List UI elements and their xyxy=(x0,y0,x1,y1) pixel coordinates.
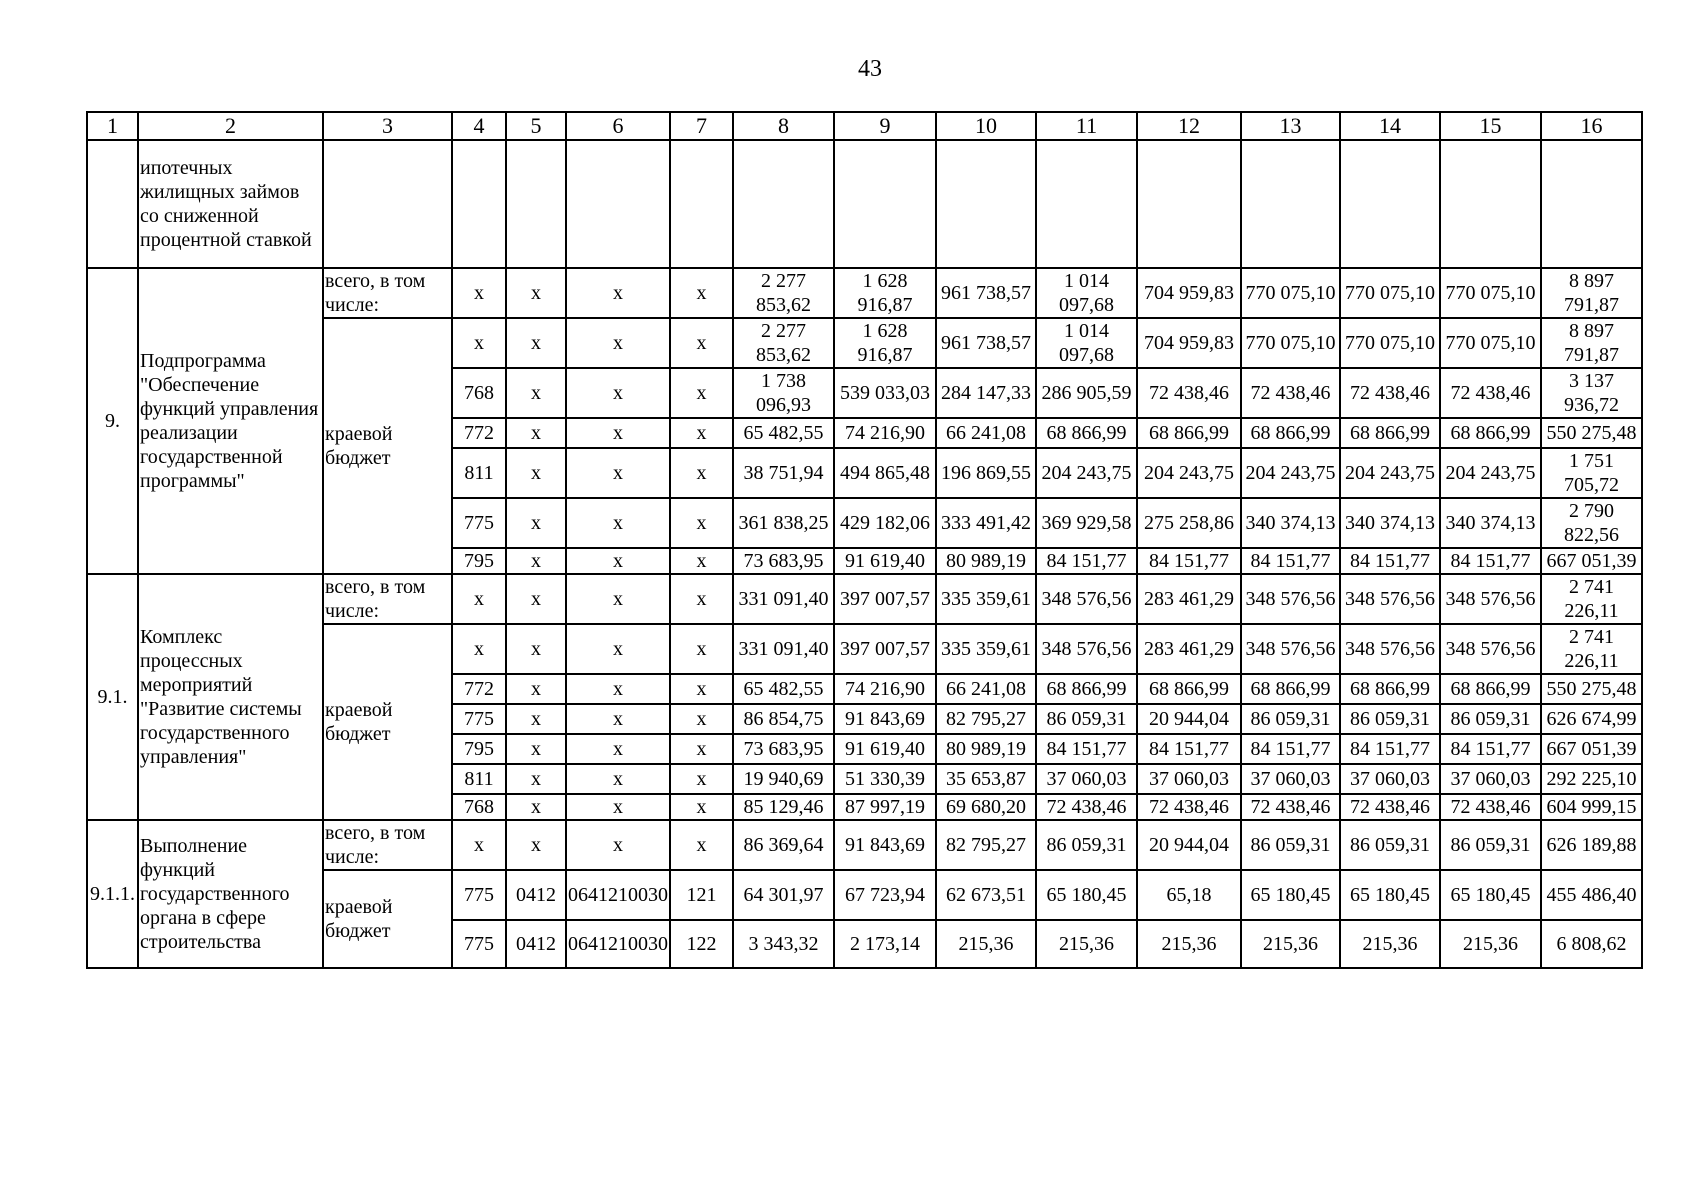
code-cell: 811 xyxy=(452,764,506,794)
amount-cell: 2 277 853,62 xyxy=(733,268,834,318)
code-cell: x xyxy=(670,674,733,704)
code-cell: x xyxy=(566,734,670,764)
amount-cell: 72 438,46 xyxy=(1340,794,1440,820)
amount-cell: 37 060,03 xyxy=(1340,764,1440,794)
amount-cell: 86 059,31 xyxy=(1036,820,1137,870)
code-cell: x xyxy=(566,268,670,318)
amount-cell: 215,36 xyxy=(936,920,1036,968)
amount-cell: 397 007,57 xyxy=(834,574,936,624)
amount-cell: 68 866,99 xyxy=(1241,674,1340,704)
amount-cell: 770 075,10 xyxy=(1241,318,1340,368)
amount-cell: 19 940,69 xyxy=(733,764,834,794)
amount-cell: 73 683,95 xyxy=(733,548,834,574)
amount-cell: 84 151,77 xyxy=(1137,734,1241,764)
amount-cell: 2 790 822,56 xyxy=(1541,498,1642,548)
amount-cell: 340 374,13 xyxy=(1241,498,1340,548)
amount-cell: 37 060,03 xyxy=(1440,764,1541,794)
amount-cell: 80 989,19 xyxy=(936,548,1036,574)
header-cell: 16 xyxy=(1541,112,1642,140)
amount-cell: 72 438,46 xyxy=(1440,794,1541,820)
amount-cell: 74 216,90 xyxy=(834,674,936,704)
amount-cell: 73 683,95 xyxy=(733,734,834,764)
amount-cell: 961 738,57 xyxy=(936,268,1036,318)
table-row xyxy=(87,140,1642,268)
header-cell: 6 xyxy=(566,112,670,140)
code-cell: 0412 xyxy=(506,920,566,968)
amount-cell: 37 060,03 xyxy=(1241,764,1340,794)
amount-cell: 667 051,39 xyxy=(1541,548,1642,574)
empty-cell xyxy=(1440,140,1541,268)
amount-cell: 275 258,86 xyxy=(1137,498,1241,548)
amount-cell: 68 866,99 xyxy=(1137,418,1241,448)
code-cell: x xyxy=(670,548,733,574)
amount-cell: 68 866,99 xyxy=(1440,674,1541,704)
item-name-cell: Подпрограмма "Обеспечение функций управления реализации государственной программы" xyxy=(138,268,323,574)
amount-cell: 286 905,59 xyxy=(1036,368,1137,418)
amount-cell: 6 808,62 xyxy=(1541,920,1642,968)
amount-cell: 86 059,31 xyxy=(1440,704,1541,734)
amount-cell: 204 243,75 xyxy=(1440,448,1541,498)
amount-cell: 348 576,56 xyxy=(1241,574,1340,624)
code-cell: x xyxy=(670,418,733,448)
code-cell: 795 xyxy=(452,548,506,574)
code-cell: x xyxy=(506,624,566,674)
funding-source-cell: краевой бюджет xyxy=(323,624,452,820)
amount-cell: 86 369,64 xyxy=(733,820,834,870)
amount-cell: 91 843,69 xyxy=(834,704,936,734)
amount-cell: 284 147,33 xyxy=(936,368,1036,418)
amount-cell: 348 576,56 xyxy=(1036,624,1137,674)
code-cell: x xyxy=(452,574,506,624)
code-cell: x xyxy=(452,268,506,318)
table-row xyxy=(87,820,1642,870)
amount-cell: 1 738 096,93 xyxy=(733,368,834,418)
code-cell: x xyxy=(566,794,670,820)
funding-source-cell: всего, в том числе: xyxy=(323,268,452,318)
amount-cell: 87 997,19 xyxy=(834,794,936,820)
code-cell: x xyxy=(506,794,566,820)
header-cell: 12 xyxy=(1137,112,1241,140)
code-cell: 0641210030 xyxy=(566,920,670,968)
funding-source-cell: краевой бюджет xyxy=(323,318,452,574)
code-cell: x xyxy=(670,268,733,318)
amount-cell: 66 241,08 xyxy=(936,674,1036,704)
code-cell: x xyxy=(670,498,733,548)
amount-cell: 84 151,77 xyxy=(1137,548,1241,574)
code-cell: 0412 xyxy=(506,870,566,920)
amount-cell: 348 576,56 xyxy=(1340,624,1440,674)
amount-cell: 65 180,45 xyxy=(1241,870,1340,920)
code-cell: x xyxy=(566,548,670,574)
code-cell: x xyxy=(506,734,566,764)
amount-cell: 215,36 xyxy=(1340,920,1440,968)
code-cell: x xyxy=(506,368,566,418)
amount-cell: 72 438,46 xyxy=(1137,368,1241,418)
amount-cell: 68 866,99 xyxy=(1036,418,1137,448)
code-cell: 795 xyxy=(452,734,506,764)
header-cell: 2 xyxy=(138,112,323,140)
amount-cell: 1 014 097,68 xyxy=(1036,318,1137,368)
code-cell: x xyxy=(670,318,733,368)
empty-cell xyxy=(566,140,670,268)
amount-cell: 8 897 791,87 xyxy=(1541,268,1642,318)
header-cell: 9 xyxy=(834,112,936,140)
amount-cell: 72 438,46 xyxy=(1440,368,1541,418)
code-cell: 775 xyxy=(452,704,506,734)
code-cell: x xyxy=(506,448,566,498)
code-cell: x xyxy=(566,624,670,674)
amount-cell: 2 741 226,11 xyxy=(1541,624,1642,674)
code-cell: x xyxy=(566,418,670,448)
amount-cell: 72 438,46 xyxy=(1241,794,1340,820)
amount-cell: 67 723,94 xyxy=(834,870,936,920)
code-cell: x xyxy=(566,764,670,794)
code-cell: 122 xyxy=(670,920,733,968)
code-cell: 768 xyxy=(452,794,506,820)
amount-cell: 84 151,77 xyxy=(1340,734,1440,764)
empty-cell xyxy=(323,140,452,268)
header-cell: 11 xyxy=(1036,112,1137,140)
empty-cell xyxy=(452,140,506,268)
amount-cell: 3 343,32 xyxy=(733,920,834,968)
code-cell: x xyxy=(506,820,566,870)
header-cell: 3 xyxy=(323,112,452,140)
header-cell: 13 xyxy=(1241,112,1340,140)
amount-cell: 770 075,10 xyxy=(1340,268,1440,318)
code-cell: x xyxy=(670,368,733,418)
amount-cell: 84 151,77 xyxy=(1241,548,1340,574)
amount-cell: 204 243,75 xyxy=(1036,448,1137,498)
amount-cell: 348 576,56 xyxy=(1340,574,1440,624)
amount-cell: 340 374,13 xyxy=(1340,498,1440,548)
amount-cell: 91 619,40 xyxy=(834,548,936,574)
amount-cell: 68 866,99 xyxy=(1340,674,1440,704)
amount-cell: 331 091,40 xyxy=(733,574,834,624)
amount-cell: 84 151,77 xyxy=(1440,734,1541,764)
amount-cell: 37 060,03 xyxy=(1036,764,1137,794)
amount-cell: 348 576,56 xyxy=(1036,574,1137,624)
empty-cell xyxy=(834,140,936,268)
code-cell: x xyxy=(566,368,670,418)
amount-cell: 82 795,27 xyxy=(936,704,1036,734)
empty-cell xyxy=(1137,140,1241,268)
empty-cell xyxy=(1241,140,1340,268)
amount-cell: 770 075,10 xyxy=(1440,318,1541,368)
table-row xyxy=(87,574,1642,624)
code-cell: x xyxy=(506,574,566,624)
amount-cell: 2 277 853,62 xyxy=(733,318,834,368)
amount-cell: 68 866,99 xyxy=(1340,418,1440,448)
code-cell: 772 xyxy=(452,418,506,448)
amount-cell: 74 216,90 xyxy=(834,418,936,448)
empty-cell xyxy=(506,140,566,268)
amount-cell: 626 189,88 xyxy=(1541,820,1642,870)
amount-cell: 69 680,20 xyxy=(936,794,1036,820)
header-cell: 15 xyxy=(1440,112,1541,140)
amount-cell: 539 033,03 xyxy=(834,368,936,418)
amount-cell: 91 843,69 xyxy=(834,820,936,870)
amount-cell: 80 989,19 xyxy=(936,734,1036,764)
funding-source-cell: всего, в том числе: xyxy=(323,574,452,624)
amount-cell: 770 075,10 xyxy=(1440,268,1541,318)
funding-source-cell: краевой бюджет xyxy=(323,870,452,968)
header-row xyxy=(87,112,1642,140)
amount-cell: 65 180,45 xyxy=(1036,870,1137,920)
amount-cell: 51 330,39 xyxy=(834,764,936,794)
code-cell: x xyxy=(452,624,506,674)
code-cell: x xyxy=(506,318,566,368)
code-cell: 775 xyxy=(452,498,506,548)
amount-cell: 1 628 916,87 xyxy=(834,318,936,368)
empty-cell xyxy=(1541,140,1642,268)
code-cell: x xyxy=(670,574,733,624)
amount-cell: 84 151,77 xyxy=(1036,734,1137,764)
code-cell: x xyxy=(566,498,670,548)
code-cell: x xyxy=(670,764,733,794)
code-cell: x xyxy=(452,318,506,368)
amount-cell: 335 359,61 xyxy=(936,574,1036,624)
code-cell: x xyxy=(506,268,566,318)
amount-cell: 65 180,45 xyxy=(1340,870,1440,920)
amount-cell: 292 225,10 xyxy=(1541,764,1642,794)
amount-cell: 3 137 936,72 xyxy=(1541,368,1642,418)
header-cell: 4 xyxy=(452,112,506,140)
amount-cell: 348 576,56 xyxy=(1440,624,1541,674)
code-cell: 121 xyxy=(670,870,733,920)
funding-source-cell: всего, в том числе: xyxy=(323,820,452,870)
code-cell: x xyxy=(506,764,566,794)
code-cell: x xyxy=(506,548,566,574)
amount-cell: 770 075,10 xyxy=(1241,268,1340,318)
amount-cell: 86 059,31 xyxy=(1036,704,1137,734)
empty-cell xyxy=(1036,140,1137,268)
code-cell: x xyxy=(506,674,566,704)
amount-cell: 86 059,31 xyxy=(1340,704,1440,734)
amount-cell: 667 051,39 xyxy=(1541,734,1642,764)
code-cell: 775 xyxy=(452,920,506,968)
amount-cell: 66 241,08 xyxy=(936,418,1036,448)
code-cell: x xyxy=(670,448,733,498)
code-cell: x xyxy=(670,794,733,820)
code-cell: x xyxy=(506,498,566,548)
amount-cell: 369 929,58 xyxy=(1036,498,1137,548)
amount-cell: 429 182,06 xyxy=(834,498,936,548)
code-cell: 768 xyxy=(452,368,506,418)
amount-cell: 68 866,99 xyxy=(1440,418,1541,448)
amount-cell: 204 243,75 xyxy=(1137,448,1241,498)
amount-cell: 72 438,46 xyxy=(1340,368,1440,418)
code-cell: x xyxy=(506,418,566,448)
code-cell: 0641210030 xyxy=(566,870,670,920)
code-cell: x xyxy=(566,704,670,734)
amount-cell: 37 060,03 xyxy=(1137,764,1241,794)
amount-cell: 397 007,57 xyxy=(834,624,936,674)
amount-cell: 204 243,75 xyxy=(1340,448,1440,498)
amount-cell: 86 059,31 xyxy=(1241,704,1340,734)
amount-cell: 704 959,83 xyxy=(1137,268,1241,318)
amount-cell: 84 151,77 xyxy=(1340,548,1440,574)
empty-cell xyxy=(670,140,733,268)
amount-cell: 64 301,97 xyxy=(733,870,834,920)
amount-cell: 494 865,48 xyxy=(834,448,936,498)
header-cell: 14 xyxy=(1340,112,1440,140)
amount-cell: 68 866,99 xyxy=(1137,674,1241,704)
empty-cell xyxy=(936,140,1036,268)
amount-cell: 283 461,29 xyxy=(1137,574,1241,624)
amount-cell: 961 738,57 xyxy=(936,318,1036,368)
table-row xyxy=(87,268,1642,318)
amount-cell: 72 438,46 xyxy=(1137,794,1241,820)
amount-cell: 86 059,31 xyxy=(1241,820,1340,870)
row-number-cell: 9. xyxy=(87,268,138,574)
amount-cell: 704 959,83 xyxy=(1137,318,1241,368)
amount-cell: 2 173,14 xyxy=(834,920,936,968)
amount-cell: 1 628 916,87 xyxy=(834,268,936,318)
code-cell: x xyxy=(670,704,733,734)
amount-cell: 333 491,42 xyxy=(936,498,1036,548)
table-body xyxy=(87,112,1642,968)
code-cell: x xyxy=(670,734,733,764)
amount-cell: 20 944,04 xyxy=(1137,820,1241,870)
code-cell: x xyxy=(452,820,506,870)
amount-cell: 68 866,99 xyxy=(1241,418,1340,448)
header-cell: 8 xyxy=(733,112,834,140)
row-number-cell: 9.1.1. xyxy=(87,820,138,968)
header-cell: 7 xyxy=(670,112,733,140)
amount-cell: 65 180,45 xyxy=(1440,870,1541,920)
amount-cell: 72 438,46 xyxy=(1036,794,1137,820)
amount-cell: 550 275,48 xyxy=(1541,674,1642,704)
code-cell: 772 xyxy=(452,674,506,704)
header-cell: 10 xyxy=(936,112,1036,140)
amount-cell: 65,18 xyxy=(1137,870,1241,920)
amount-cell: 348 576,56 xyxy=(1241,624,1340,674)
amount-cell: 72 438,46 xyxy=(1241,368,1340,418)
amount-cell: 770 075,10 xyxy=(1340,318,1440,368)
budget-table xyxy=(86,111,1643,969)
amount-cell: 84 151,77 xyxy=(1036,548,1137,574)
amount-cell: 455 486,40 xyxy=(1541,870,1642,920)
header-cell: 1 xyxy=(87,112,138,140)
item-name-cell: ипотечных жилищных займов со сниженной процентной ставкой xyxy=(138,140,323,268)
amount-cell: 2 741 226,11 xyxy=(1541,574,1642,624)
empty-cell xyxy=(1340,140,1440,268)
page-number: 43 xyxy=(858,56,882,82)
item-name-cell: Выполнение функций государственного органа в сфере строительства xyxy=(138,820,323,968)
code-cell: x xyxy=(506,704,566,734)
amount-cell: 196 869,55 xyxy=(936,448,1036,498)
amount-cell: 20 944,04 xyxy=(1137,704,1241,734)
code-cell: x xyxy=(566,448,670,498)
code-cell: x xyxy=(566,318,670,368)
amount-cell: 91 619,40 xyxy=(834,734,936,764)
amount-cell: 82 795,27 xyxy=(936,820,1036,870)
amount-cell: 331 091,40 xyxy=(733,624,834,674)
code-cell: 775 xyxy=(452,870,506,920)
amount-cell: 86 854,75 xyxy=(733,704,834,734)
item-name-cell: Комплекс процессных мероприятий "Развитие системы государственного управления" xyxy=(138,574,323,820)
amount-cell: 35 653,87 xyxy=(936,764,1036,794)
amount-cell: 215,36 xyxy=(1137,920,1241,968)
amount-cell: 348 576,56 xyxy=(1440,574,1541,624)
header-cell: 5 xyxy=(506,112,566,140)
code-cell: x xyxy=(670,820,733,870)
code-cell: x xyxy=(670,624,733,674)
row-number-cell: 9.1. xyxy=(87,574,138,820)
amount-cell: 68 866,99 xyxy=(1036,674,1137,704)
amount-cell: 215,36 xyxy=(1241,920,1340,968)
amount-cell: 1 751 705,72 xyxy=(1541,448,1642,498)
budget-table-wrapper xyxy=(86,111,1643,969)
amount-cell: 335 359,61 xyxy=(936,624,1036,674)
amount-cell: 65 482,55 xyxy=(733,418,834,448)
amount-cell: 283 461,29 xyxy=(1137,624,1241,674)
amount-cell: 85 129,46 xyxy=(733,794,834,820)
amount-cell: 62 673,51 xyxy=(936,870,1036,920)
amount-cell: 215,36 xyxy=(1036,920,1137,968)
code-cell: x xyxy=(566,574,670,624)
amount-cell: 38 751,94 xyxy=(733,448,834,498)
amount-cell: 550 275,48 xyxy=(1541,418,1642,448)
code-cell: x xyxy=(566,674,670,704)
amount-cell: 86 059,31 xyxy=(1440,820,1541,870)
amount-cell: 1 014 097,68 xyxy=(1036,268,1137,318)
amount-cell: 8 897 791,87 xyxy=(1541,318,1642,368)
amount-cell: 626 674,99 xyxy=(1541,704,1642,734)
code-cell: x xyxy=(566,820,670,870)
amount-cell: 340 374,13 xyxy=(1440,498,1541,548)
amount-cell: 65 482,55 xyxy=(733,674,834,704)
empty-cell xyxy=(733,140,834,268)
amount-cell: 84 151,77 xyxy=(1241,734,1340,764)
amount-cell: 361 838,25 xyxy=(733,498,834,548)
amount-cell: 86 059,31 xyxy=(1340,820,1440,870)
code-cell: 811 xyxy=(452,448,506,498)
amount-cell: 84 151,77 xyxy=(1440,548,1541,574)
amount-cell: 604 999,15 xyxy=(1541,794,1642,820)
row-number-cell xyxy=(87,140,138,268)
amount-cell: 215,36 xyxy=(1440,920,1541,968)
amount-cell: 204 243,75 xyxy=(1241,448,1340,498)
